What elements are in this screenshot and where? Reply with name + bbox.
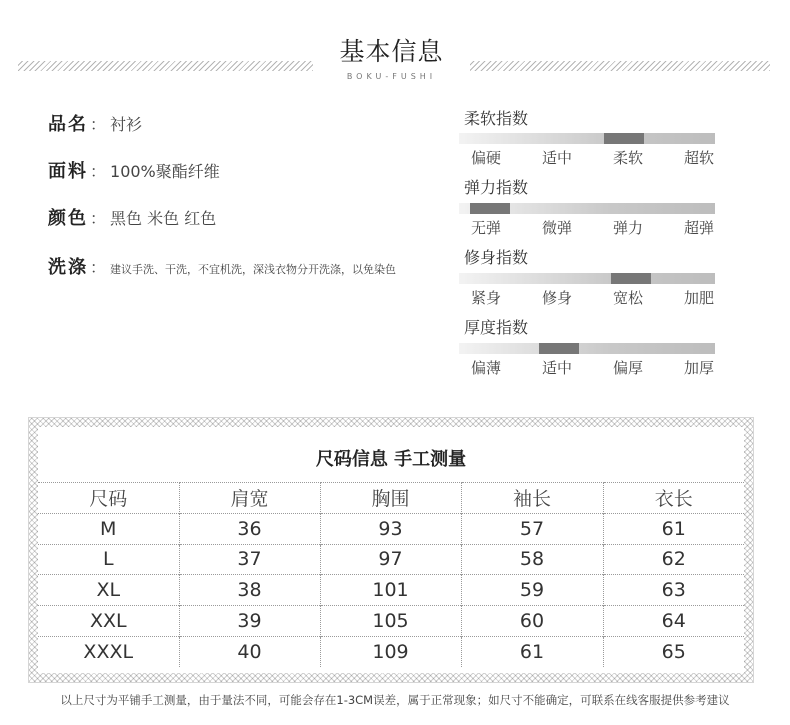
index-bar-elasticity	[459, 203, 715, 214]
index-labels-elasticity	[459, 217, 729, 237]
info-value: 衬衫	[110, 115, 143, 134]
index-label: 偏硬	[471, 149, 502, 167]
index-marker	[611, 273, 651, 284]
index-label: 宽松	[613, 289, 644, 307]
title-divider-left	[18, 61, 313, 71]
table-cell: M	[38, 513, 179, 544]
index-bar-fit	[459, 273, 715, 284]
table-cell: 58	[461, 544, 603, 575]
table-cell: 64	[603, 606, 744, 637]
index-label: 弹力	[613, 219, 644, 237]
info-row-fabric	[48, 157, 220, 183]
table-header-row	[38, 483, 744, 514]
info-colon: ：	[90, 115, 107, 134]
index-label: 柔软	[613, 149, 644, 167]
table-row	[38, 575, 744, 606]
info-label: 品名	[48, 114, 88, 135]
table-cell: 36	[179, 513, 320, 544]
table-cell: XXXL	[38, 636, 179, 667]
table-cell: XXL	[38, 606, 179, 637]
table-cell: 38	[179, 575, 320, 606]
index-label: 无弹	[471, 219, 502, 237]
section-subtitle: BOKU-FUSHI	[346, 72, 437, 81]
column-header: 胸围	[320, 483, 461, 514]
info-value: 100%聚酯纤维	[110, 162, 220, 181]
index-label: 微弹	[542, 219, 573, 237]
index-label: 超软	[684, 149, 715, 167]
size-table-title: 尺码信息 手工测量	[315, 449, 467, 470]
index-marker	[470, 203, 510, 214]
index-labels-thickness	[459, 357, 729, 377]
index-label: 偏薄	[471, 359, 502, 377]
column-header: 肩宽	[179, 483, 320, 514]
index-label: 加肥	[684, 289, 715, 307]
column-header: 衣长	[603, 483, 744, 514]
table-cell: 39	[179, 606, 320, 637]
info-row-name	[48, 110, 142, 136]
measurement-note: 以上尺寸为平铺手工测量，由于量法不同，可能会存在1-3CM误差，属于正常现象；如尺寸不能确定，可联系在线客服提供参考建议	[60, 693, 730, 707]
table-cell: 60	[461, 606, 603, 637]
table-cell: 40	[179, 636, 320, 667]
table-cell: 93	[320, 513, 461, 544]
info-row-color	[48, 204, 216, 230]
table-row	[38, 513, 744, 544]
table-cell: 62	[603, 544, 744, 575]
info-value: 建议手洗、干洗，不宜机洗，深浅衣物分开洗涤，以免染色	[110, 263, 397, 276]
index-title-elasticity: 弹力指数	[464, 178, 529, 197]
table-cell: 63	[603, 575, 744, 606]
index-bar-thickness	[459, 343, 715, 354]
table-cell: 57	[461, 513, 603, 544]
index-label: 适中	[542, 149, 573, 167]
table-row	[38, 606, 744, 637]
index-title-fit: 修身指数	[464, 248, 529, 267]
index-label: 紧身	[471, 289, 502, 307]
title-divider-right	[470, 61, 770, 71]
info-label: 面料	[48, 161, 88, 182]
index-label: 加厚	[684, 359, 715, 377]
index-label: 修身	[542, 289, 573, 307]
table-row	[38, 544, 744, 575]
info-label: 洗涤	[48, 257, 88, 278]
table-row	[38, 636, 744, 667]
table-cell: 97	[320, 544, 461, 575]
index-title-softness: 柔软指数	[464, 109, 529, 128]
table-cell: 109	[320, 636, 461, 667]
table-cell: 65	[603, 636, 744, 667]
table-cell: 101	[320, 575, 461, 606]
index-labels-fit	[459, 287, 729, 307]
section-title: 基本信息	[339, 37, 444, 66]
index-label: 偏厚	[613, 359, 644, 377]
info-value: 黑色 米色 红色	[110, 209, 217, 228]
info-colon: ：	[90, 209, 107, 228]
index-label: 超弹	[684, 219, 715, 237]
column-header: 袖长	[461, 483, 603, 514]
table-cell: 105	[320, 606, 461, 637]
size-table	[38, 482, 744, 667]
index-marker	[604, 133, 644, 144]
table-cell: 59	[461, 575, 603, 606]
table-cell: L	[38, 544, 179, 575]
index-labels-softness	[459, 147, 729, 167]
index-marker	[539, 343, 579, 354]
info-label: 颜色	[48, 208, 88, 229]
table-cell: 61	[461, 636, 603, 667]
info-colon: ：	[90, 258, 107, 277]
index-bar-softness	[459, 133, 715, 144]
table-cell: XL	[38, 575, 179, 606]
index-label: 适中	[542, 359, 573, 377]
column-header: 尺码	[38, 483, 179, 514]
table-cell: 61	[603, 513, 744, 544]
index-title-thickness: 厚度指数	[464, 318, 529, 337]
info-colon: ：	[90, 162, 107, 181]
table-cell: 37	[179, 544, 320, 575]
info-row-washing	[48, 253, 396, 279]
